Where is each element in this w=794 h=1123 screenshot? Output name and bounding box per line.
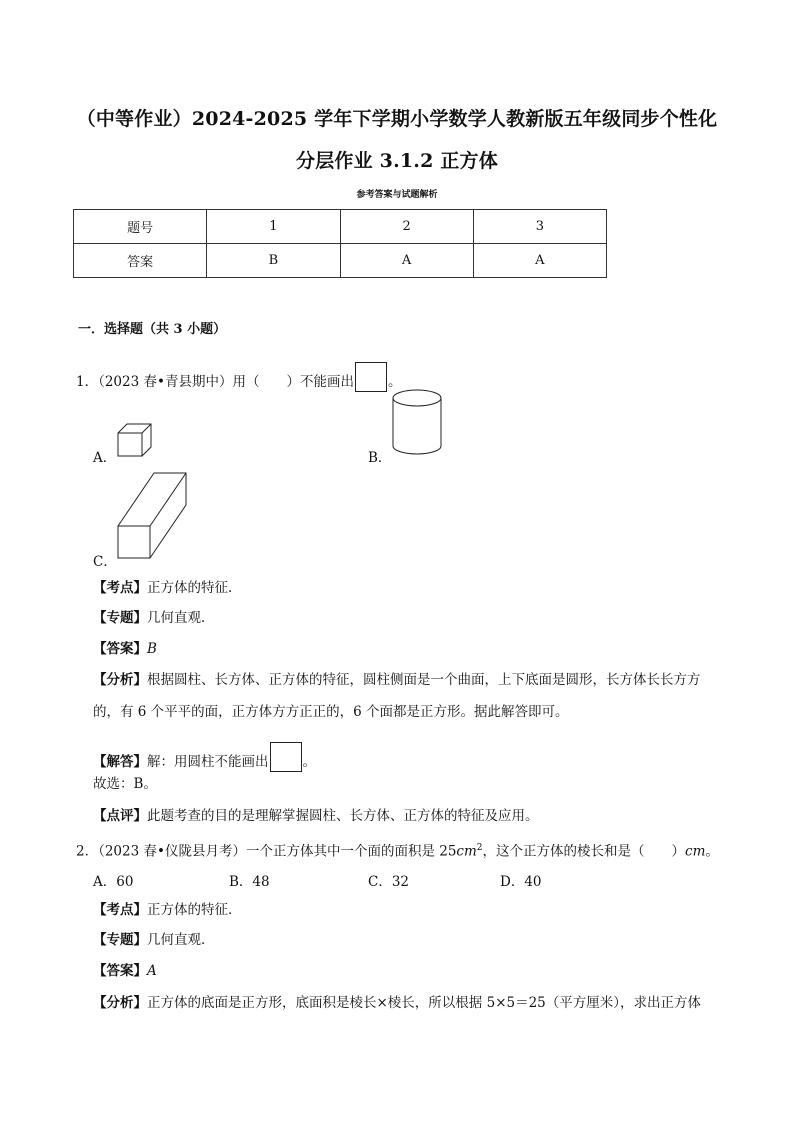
zhuanti-tag: 【专题】 [93,610,147,626]
q2-fenxi-line1 [93,993,701,1013]
q1-fenxi-line1 [93,670,701,690]
table-cell: 答案 [74,244,207,278]
q1-option-a-label: A． [93,450,117,466]
q2-stem-unit2: cm [685,843,706,860]
daan-tag: 【答案】 [93,963,147,979]
q2-zhuanti [93,930,215,950]
table-cell: 1 [207,210,340,244]
q2-option-d: D．40 [500,874,542,890]
q2-daan [93,961,157,981]
table-cell: A [340,244,473,278]
q2-stem-text2: ，这个正方体的棱长和是（ ） [482,843,686,860]
table-cell: 3 [473,210,606,244]
q2-stem-unit: cm [456,843,477,860]
dianping-tag: 【点评】 [93,808,147,824]
q2-kaodian [93,900,242,920]
q2-option-b: B．48 [229,874,270,890]
cylinder-figure [392,389,444,457]
answer-table [73,209,607,278]
q1-guxuan: 故选：B。 [93,776,157,792]
daan-text: A [147,963,157,979]
kaodian-tag: 【考点】 [93,902,147,918]
dianping-text: 此题考查的目的是理解掌握圆柱、长方体、正方体的特征及应用。 [147,808,539,824]
fenxi-tag: 【分析】 [93,995,147,1011]
fenxi-text: 正方体的底面是正方形，底面积是棱长×棱长，所以根据 5×5＝25（平方厘米），求出正方体 [147,995,702,1011]
daan-text: B [147,641,157,657]
jieda-tag: 【解答】 [93,754,147,770]
kaodian-text: 正方体的特征． [147,580,242,596]
q2-stem-text: 2．（2023 春•仪陇县月考）一个正方体其中一个面的面积是 25 [76,843,457,860]
fenxi-text: 根据圆柱、长方体、正方体的特征，圆柱侧面是一个曲面，上下底面是圆形，长方体长长方方 [147,672,701,688]
q1-option-c-label: C． [93,554,117,570]
zhuanti-text: 几何直观． [147,932,215,948]
q2-stem-sup: 2 [476,843,483,853]
q1-dianping [93,806,539,826]
cuboid-figure [117,472,189,560]
q2-option-c: C．32 [368,874,410,890]
q2-option-a: A．60 [93,874,134,890]
jieda-text: 解：用圆柱不能画出 [147,754,269,770]
square-figure [355,362,387,392]
zhuanti-text: 几何直观． [147,610,215,626]
cube-figure [117,423,157,459]
answer-table-answer-row [74,244,607,278]
answer-table-header-row [74,210,607,244]
kaodian-tag: 【考点】 [93,580,147,596]
q1-stem-text: 1．（2023 春•青县期中）用（ ）不能画出 [76,374,354,390]
q1-jieda [93,742,316,772]
table-cell: 2 [340,210,473,244]
fenxi-tag: 【分析】 [93,672,147,688]
q2-stem [76,838,719,862]
q1-stem [76,362,401,392]
daan-tag: 【答案】 [93,641,147,657]
q1-zhuanti [93,608,215,628]
zhuanti-tag: 【专题】 [93,932,147,948]
table-cell: B [207,244,340,278]
q2-stem-end: 。 [705,843,719,860]
table-cell: 题号 [74,210,207,244]
section-heading: 一．选择题（共 3 小题） [78,322,227,337]
jieda-end: 。 [302,754,316,770]
document-subtitle: 参考答案与试题解析 [356,190,438,200]
square-figure [270,742,302,772]
q1-daan [93,639,157,659]
document-title-line1: （中等作业）2024-2025 学年下学期小学数学人教新版五年级同步个性化 [76,108,718,130]
q1-option-b-label: B． [368,450,392,466]
q1-fenxi-line2: 的，有 6 个平平的面，正方体方方正正的，6 个面都是正方形。据此解答即可。 [93,704,569,720]
q1-stem-end: 。 [387,374,402,390]
kaodian-text: 正方体的特征． [147,902,242,918]
table-cell: A [473,244,606,278]
document-title-line2: 分层作业 3.1.2 正方体 [296,150,498,172]
q1-kaodian [93,578,242,598]
